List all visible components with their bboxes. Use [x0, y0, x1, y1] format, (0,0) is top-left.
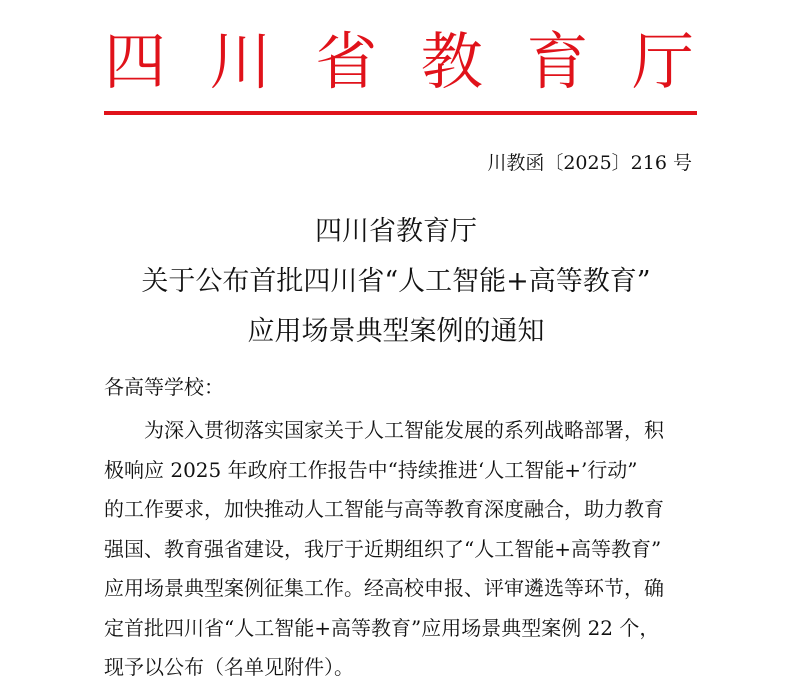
salutation: 各高等学校：: [104, 375, 224, 399]
body-paragraph: [104, 411, 692, 688]
document-number: 川教函〔2025〕216 号: [487, 152, 692, 174]
body-line: 现予以公布（名单见附件）。: [104, 655, 354, 679]
body-line: 应用场景典型案例征集工作。经高校申报、评审遴选等环节，确: [104, 576, 664, 600]
title-line-issuer: 四川省教育厅: [315, 216, 477, 247]
body-line: 强国、教育强省建设，我厅于近期组织了“人工智能+高等教育”: [104, 536, 662, 561]
masthead-char: 川: [209, 25, 272, 98]
notice-title: [0, 207, 792, 357]
masthead-char: 省: [315, 25, 378, 98]
masthead-char: 育: [526, 25, 589, 98]
body-line: 为深入贯彻落实国家关于人工智能发展的系列战略部署，积: [144, 418, 664, 442]
masthead-divider: [104, 111, 697, 115]
masthead-char: 教: [420, 25, 483, 98]
masthead-title: [104, 22, 694, 102]
masthead-char: 四: [104, 25, 167, 98]
body-line: 定首批四川省“人工智能+高等教育”应用场景典型案例 22 个，: [104, 615, 660, 640]
masthead-char: 厅: [631, 25, 694, 98]
body-line: 的工作要求，加快推动人工智能与高等教育深度融合，助力教育: [104, 497, 664, 521]
body-line: 极响应 2025 年政府工作报告中“持续推进‘人工智能+’行动”: [104, 457, 638, 482]
title-line-type: 应用场景典型案例的通知: [247, 316, 545, 347]
title-line-subject: 关于公布首批四川省“人工智能+高等教育”: [141, 266, 651, 297]
